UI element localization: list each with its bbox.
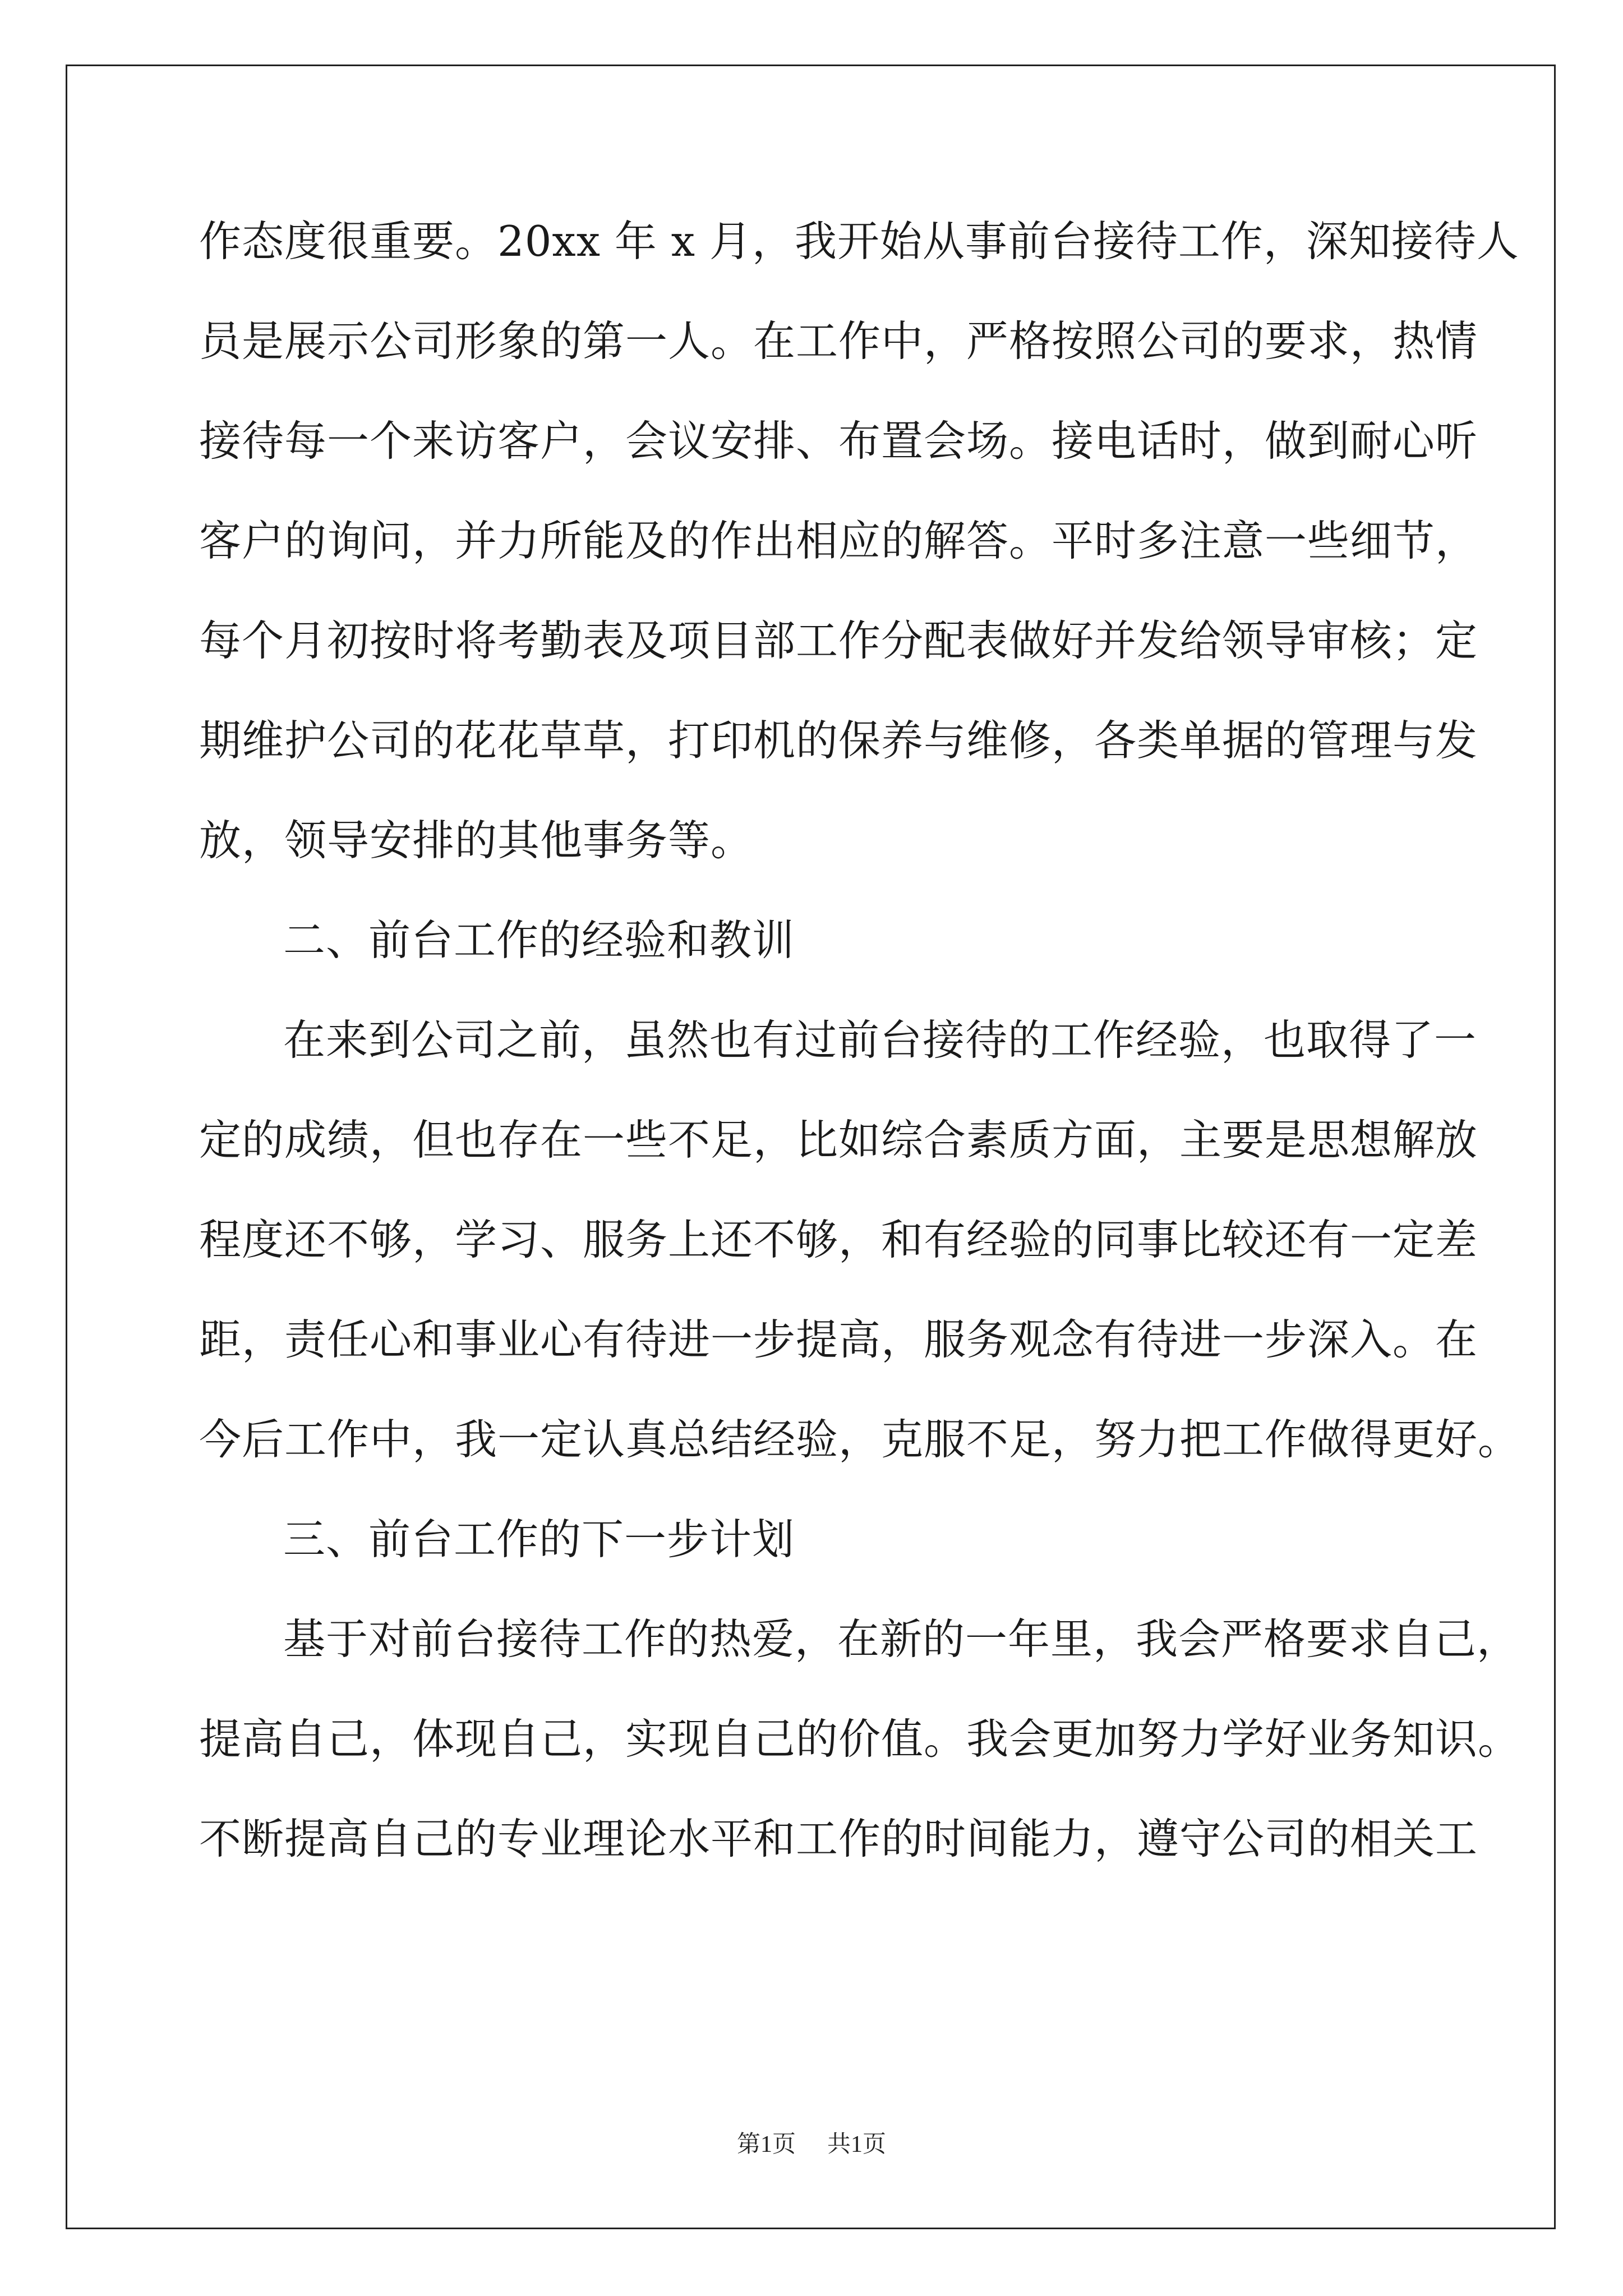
page-total: 共1页: [827, 2132, 887, 2157]
body-line: 在来到公司之前，虽然也有过前台接待的工作经验，也取得了一: [283, 1015, 1477, 1065]
body-line: 客户的询问，并力所能及的作出相应的解答。平时多注意一些细节，: [199, 516, 1478, 565]
body-line: 提高自己，体现自己，实现自己的价值。我会更加努力学好业务知识。: [199, 1714, 1521, 1764]
body-line: 员是展示公司形象的第一人。在工作中，严格按照公司的要求，热情: [199, 316, 1478, 366]
body-line: 程度还不够，学习、服务上还不够，和有经验的同事比较还有一定差: [199, 1215, 1478, 1264]
body-line: 作态度很重要。20xx 年 x 月，我开始从事前台接待工作，深知接待人: [199, 217, 1519, 266]
section-heading: 三、前台工作的下一步计划: [283, 1515, 795, 1564]
body-line: 今后工作中，我一定认真总结经验，克服不足，努力把工作做得更好。: [199, 1415, 1521, 1464]
body-line: 基于对前台接待工作的热爱，在新的一年里，我会严格要求自己，: [283, 1614, 1520, 1664]
page-footer: [0, 2129, 1623, 2160]
page-number: 第1页: [736, 2132, 796, 2157]
body-line: 不断提高自己的专业理论水平和工作的时间能力，遵守公司的相关工: [199, 1814, 1478, 1864]
body-line: 每个月初按时将考勤表及项目部工作分配表做好并发给领导审核；定: [199, 616, 1478, 665]
body-line: 距，责任心和事业心有待进一步提高，服务观念有待进一步深入。在: [199, 1315, 1478, 1364]
body-line: 放，领导安排的其他事务等。: [199, 816, 754, 865]
body-line: 期维护公司的花花草草，打印机的保养与维修，各类单据的管理与发: [199, 716, 1478, 765]
body-line: 定的成绩，但也存在一些不足，比如综合素质方面，主要是思想解放: [199, 1115, 1478, 1165]
section-heading: 二、前台工作的经验和教训: [283, 915, 795, 965]
body-line: 接待每一个来访客户，会议安排、布置会场。接电话时，做到耐心听: [199, 416, 1478, 466]
